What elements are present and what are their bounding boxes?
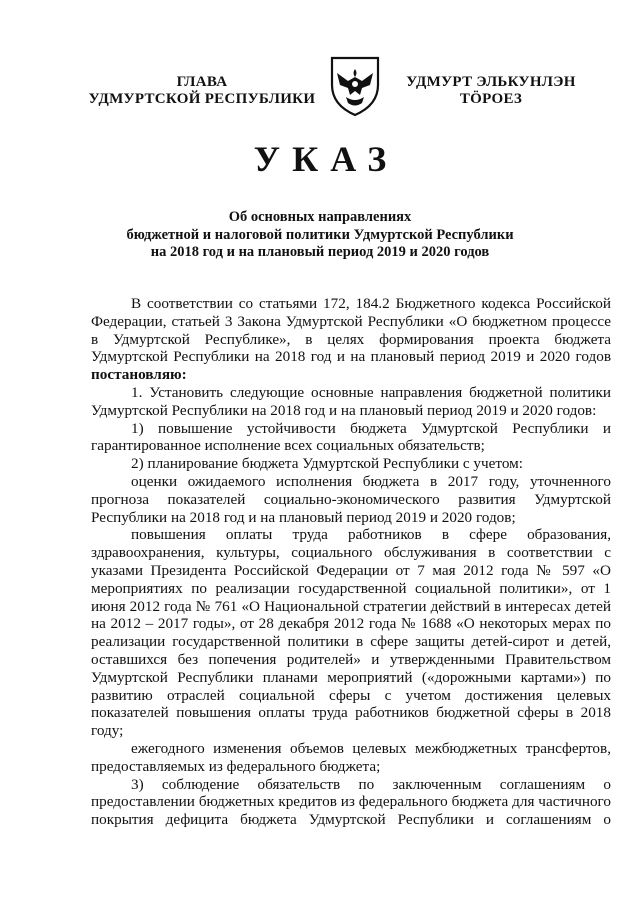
header-right-line1: УДМУРТ ЭЛЬКУНЛЭН xyxy=(406,74,576,90)
header-right xyxy=(396,74,586,108)
header-right-line2: ТӦРОЕЗ xyxy=(459,91,523,107)
paragraph-4: оценки ожидаемого исполнения бюджета в 2017 году, уточненного прогноза показателей социально-экономического развития Удмуртской Республики на 2018 год и на плановый период 2019 и 2020 годов; xyxy=(91,472,611,526)
header-left-line1: ГЛАВА xyxy=(176,74,228,90)
header-left-line2: УДМУРТСКОЙ РЕСПУБЛИКИ xyxy=(88,91,316,107)
intro-text: В соответствии со статьями 172, 184.2 Бюджетного кодекса Российской Федерации, статьей 3 Закона Удмуртской Республики «О бюджетном процессе в Удмуртской Республике», в целях формирования проекта бюджета Удмуртской Республики на 2018 год и на плановый период 2019 и 2020 годов xyxy=(91,295,611,366)
paragraph-2: 1) повышение устойчивости бюджета Удмуртской Республики и гарантированное исполнение всех социальных обязательств; xyxy=(91,419,611,455)
paragraph-6: ежегодного изменения объемов целевых межбюджетных трансфертов, предоставляемых из федерального бюджета; xyxy=(91,739,611,775)
document-subject xyxy=(80,209,560,262)
paragraph-7: 3) соблюдение обязательств по заключенным соглашениям о предоставлении бюджетных кредитов из федерального бюджета для частичного покрытия дефицита бюджета Удмуртской Республики и соглашениям о xyxy=(91,775,611,829)
subject-line1: Об основных направлениях xyxy=(228,209,412,225)
decree-word: постановляю xyxy=(91,366,182,384)
subject-line3: на 2018 год и на плановый период 2019 и 2020 годов xyxy=(150,244,490,260)
document-body xyxy=(91,295,611,829)
document-title: УКАЗ xyxy=(253,139,399,179)
coat-of-arms-icon xyxy=(328,55,382,117)
header-left xyxy=(82,74,322,108)
paragraph-1: 1. Установить следующие основные направления бюджетной политики Удмуртской Республики на 2018 год и на плановый период 2019 и 2020 годов: xyxy=(91,383,611,419)
subject-line2: бюджетной и налоговой политики Удмуртской Республики xyxy=(126,226,514,243)
paragraph-3: 2) планирование бюджета Удмуртской Республики с учетом: xyxy=(131,455,523,473)
paragraph-5: повышения оплаты труда работников в сфере образования, здравоохранения, культуры, социального обслуживания в соответствии с указами Президента Российской Федерации от 7 мая 2012 года № 597 «О мероприятиях по реализации государственной социальной политики», от 1 июня 2012 года № 761 «О Национальной стратегии действий в интересах детей на 2012 – 2017 годы», от 28 декабря 2012 года № 1688 «О некоторых мерах по реализации государственной политики в сфере защиты детей-сирот и детей, оставшихся без попечения родителей» и утвержденными Правительством Удмуртской Республики планами мероприятий («дорожными картами») по развитию отраслей социальной сферы с учетом достижения целевых показателей повышения оплаты труда работников бюджетной сферы в 2018 году; xyxy=(91,526,611,740)
paragraph-intro: В соответствии со статьями 172, 184.2 Бюджетного кодекса Российской Федерации, статьей 3 Закона Удмуртской Республики «О бюджетном процессе в Удмуртской Республике», в целях формирования проекта бюджета Удмуртской Республики на 2018 год и на плановый период 2019 и 2020 годов постановляю: xyxy=(91,295,611,384)
